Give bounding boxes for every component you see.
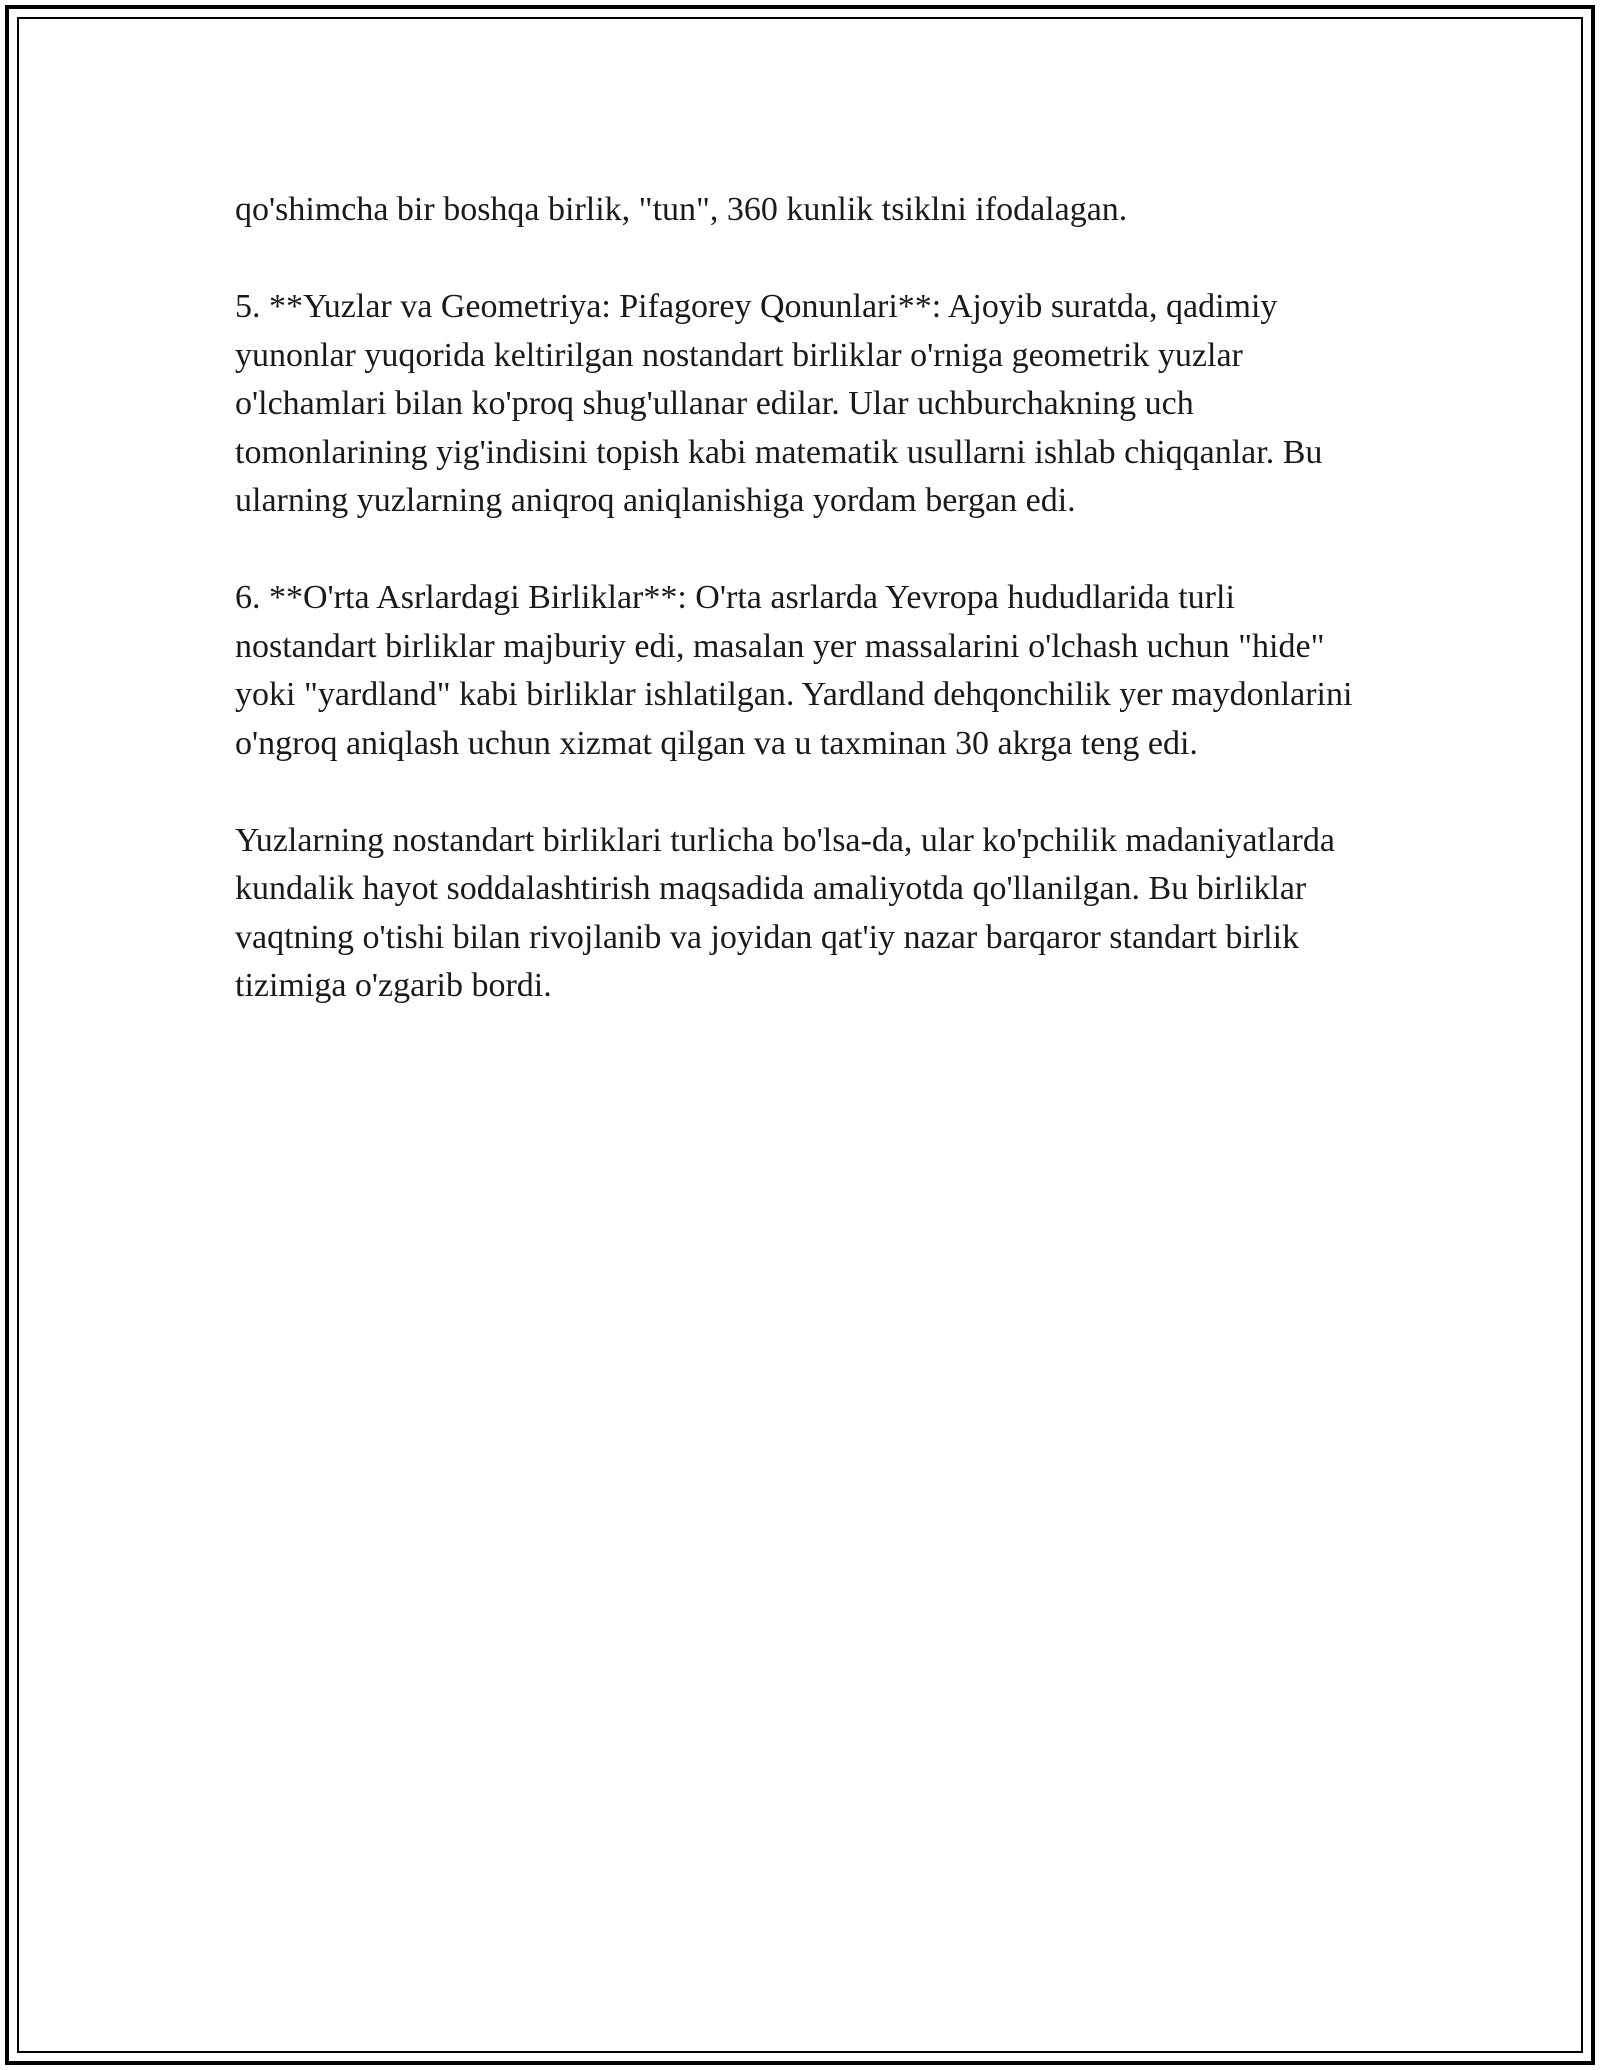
- paragraph-continuation: qo'shimcha bir boshqa birlik, "tun", 360 kunlik tsiklni ifodalagan.: [235, 191, 1128, 228]
- paragraph-conclusion: Yuzlarning nostandart birliklari turlicha bo'lsa-da, ular ko'pchilik madaniyatlarda kundalik hayot soddalashtirish maqsadida amaliyotda qo'llanilgan. Bu birliklar vaqtning o'tishi bilan rivojlanib va joyidan qat'iy nazar barqaror standart birlik tizimiga o'zgarib bordi.: [235, 821, 1335, 1004]
- paragraph-item-5: 5. **Yuzlar va Geometriya: Pifagorey Qonunlari**: Ajoyib suratda, qadimiy yunonlar yuqorida keltirilgan nostandart birliklar o'rniga geometrik yuzlar o'lchamlari bilan ko'proq shug'ullanar edilar. Ular uchburchakning uch tomonlarining yig'indisini topish kabi matematik usullarni ishlab chiqqanlar. Bu ularning yuzlarning aniqroq aniqlanishiga yordam bergan edi.: [235, 288, 1323, 519]
- paragraph-item-6: 6. **O'rta Asrlardagi Birliklar**: O'rta asrlarda Yevropa hududlarida turli nostandart birliklar majburiy edi, masalan yer massalarini o'lchash uchun "hide" yoki "yardland" kabi birliklar ishlatilgan. Yardland dehqonchilik yer maydonlarini o'ngroq aniqlash uchun xizmat qilgan va u taxminan 30 akrga teng edi.: [235, 579, 1353, 762]
- document-body: [235, 186, 1385, 1059]
